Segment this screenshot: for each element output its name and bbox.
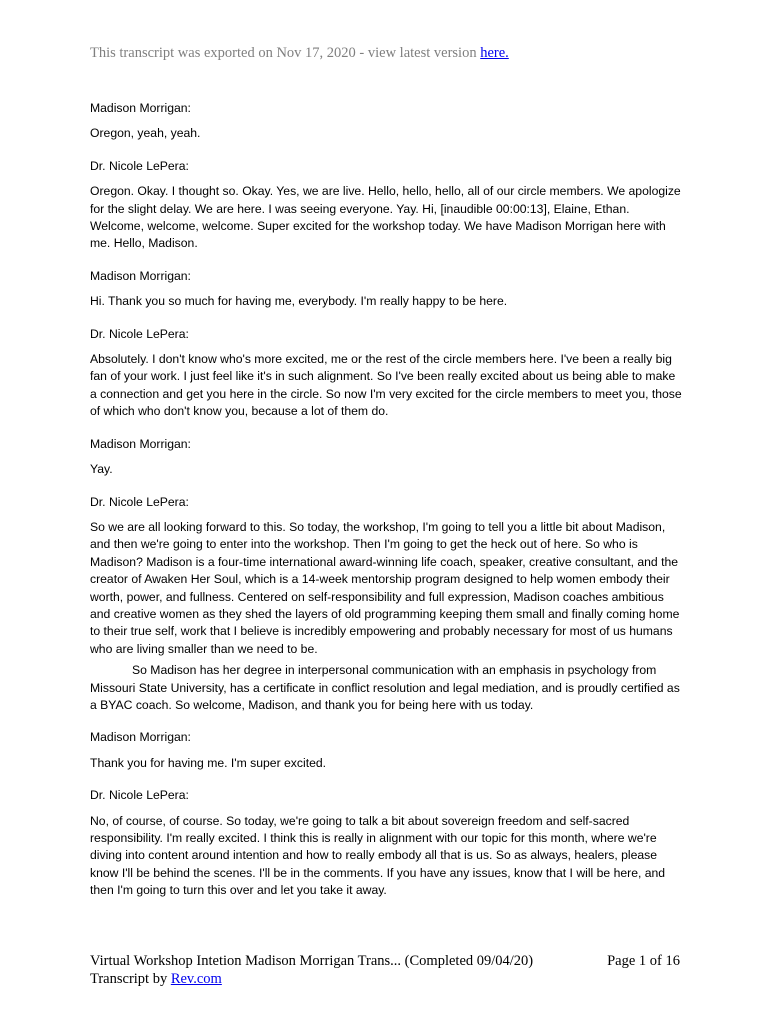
- transcript-turn: [90, 326, 682, 421]
- transcript-turn: [90, 268, 682, 311]
- transcript-body: [90, 100, 682, 915]
- speech-paragraph: Thank you for having me. I'm super excited.: [90, 755, 327, 770]
- footer-row: [90, 952, 680, 970]
- speaker-name: Dr. Nicole LePera:: [90, 158, 189, 173]
- transcript-turn: [90, 729, 682, 772]
- speaker-name: Madison Morrigan:: [90, 436, 191, 451]
- page-footer: [90, 952, 680, 988]
- speech-paragraph: Oregon. Okay. I thought so. Okay. Yes, we are live. Hello, hello, hello, all of our circle members. We apologize for the slight delay. We are here. I was seeing everyone. Yay. Hi, [inaudible 00:00:13], Elaine, Ethan. Welcome, welcome, welcome. Super excited for the workshop today. We have Madison Morrigan here with me. Hello, Madison.: [90, 184, 681, 251]
- document-title: Virtual Workshop Intetion Madison Morrigan Trans... (Completed 09/04/20): [90, 953, 534, 969]
- export-notice-text: This transcript was exported on Nov 17, 2020 - view latest version: [90, 45, 481, 61]
- transcript-credit-text: Transcript by: [90, 971, 171, 987]
- export-notice: [90, 45, 509, 62]
- latest-version-link[interactable]: here.: [480, 45, 509, 61]
- speech-paragraph: Absolutely. I don't know who's more excited, me or the rest of the circle members here. I've been a really big fan of your work. I just feel like it's in such alignment. So I've been really excited about us being able to make a connection and get you here in the circle. So now I'm very excited for the circle members to meet you, those of which who don't know you, because a lot of them do.: [90, 352, 682, 419]
- transcript-turn: [90, 158, 682, 253]
- speaker-name: Madison Morrigan:: [90, 101, 191, 115]
- speaker-name: Madison Morrigan:: [90, 730, 191, 745]
- transcript-credit: [90, 970, 680, 988]
- speech-paragraph: So we are all looking forward to this. So today, the workshop, I'm going to tell you a little bit about Madison, and then we're going to enter into the workshop. Then I'm going to get the heck out of here. So who is Madison? Madison is a four-time international award-winning life coach, speaker, creative consultant, and the creator of Awaken Her Soul, which is a 14-week mentorship program designed to help women embody their worth, power, and fullness. Centered on self-responsibility and full expression, Madison coaches ambitious and creative women as they shed the layers of old programming keeping them small and finally coming home to their true self, work that I believe is incredibly empowering and probably necessary for most of us humans who are living smaller than we need to be.: [90, 519, 680, 656]
- speech-paragraph: So Madison has her degree in interpersonal communication with an emphasis in psychology from Missouri State University, has a certificate in conflict resolution and legal mediation, and is proudly certified as a BYAC coach. So welcome, Madison, and thank you for being here with us today.: [90, 663, 680, 712]
- transcript-turn: [90, 436, 682, 479]
- speech-paragraph: Hi. Thank you so much for having me, everybody. I'm really happy to be here.: [90, 294, 508, 309]
- page-number: Page 1 of 16: [607, 953, 680, 969]
- rev-link[interactable]: Rev.com: [170, 971, 222, 987]
- speaker-name: Dr. Nicole LePera:: [90, 326, 189, 341]
- speaker-name: Dr. Nicole LePera:: [90, 494, 189, 509]
- transcript-turn: [90, 100, 682, 143]
- speech-paragraph: Yay.: [90, 462, 113, 477]
- transcript-turn: [90, 787, 682, 899]
- speaker-name: Dr. Nicole LePera:: [90, 788, 189, 803]
- speaker-name: Madison Morrigan:: [90, 268, 191, 283]
- speech-paragraph: No, of course, of course. So today, we're going to talk a bit about sovereign freedom and self-sacred responsibility. I'm really excited. I think this is really in alignment with our topic for this month, where we're diving into content around intention and how to really embody all that is us. So as always, healers, please know I'll be behind the scenes. I'll be in the comments. If you have any issues, know that I will be here, and then I'm going to turn this over and let you take it away.: [90, 813, 666, 898]
- transcript-turn: [90, 494, 682, 715]
- speech-paragraph: Oregon, yeah, yeah.: [90, 126, 201, 141]
